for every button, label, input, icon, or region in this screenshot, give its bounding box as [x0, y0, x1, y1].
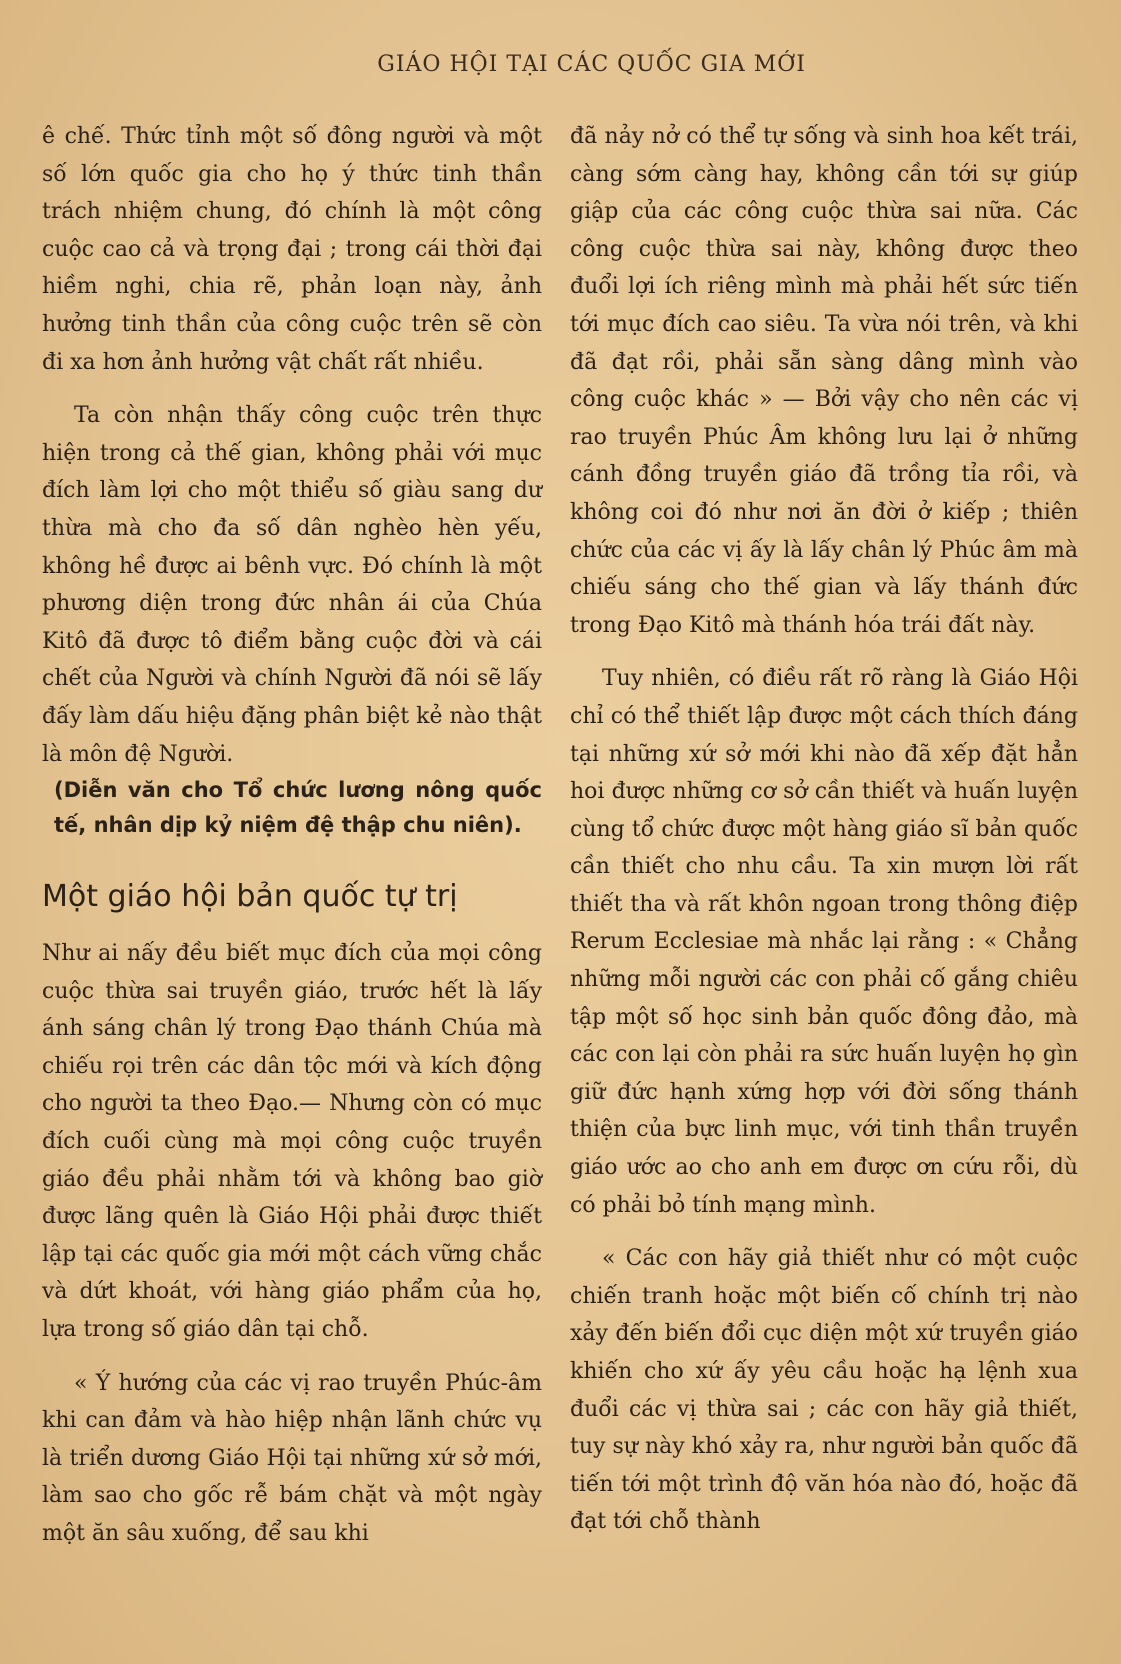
paragraph: « Các con hãy giả thiết như có một cuộc chiến tranh hoặc một biến cố chính trị nào xảy đến biến đổi cục diện một xứ truyền giáo khiến cho xứ ấy yêu cầu hoặc hạ lệnh xua đuổi các vị thừa sai ; các con hãy giả thiết, tuy sự này khó xảy ra, như người bản quốc đã tiến tới một trình độ văn hóa nào đó, hoặc đã đạt tới chỗ thành [570, 1246, 1078, 1535]
paragraph: đã nảy nở có thể tự sống và sinh hoa kết trái, càng sớm càng hay, không cần tới sự giúp giập của các công cuộc thừa sai nữa. Các công cuộc thừa sai này, không được theo đuổi lợi ích riêng mình mà phải hết sức tiến tới mục đích cao siêu. Ta vừa nói trên, và khi đã đạt rồi, phải sẵn sàng dâng mình vào công cuộc khác » — Bởi vậy cho nên các vị rao truyền Phúc Âm không lưu lại ở những cánh đồng truyền giáo đã trồng tỉa rồi, và không coi đó như nơi ăn đời ở kiếp ; thiên chức của các vị ấy là lấy chân lý Phúc âm mà chiếu sáng cho thế gian và lấy thánh đức trong Đạo Kitô mà thánh hóa trái đất này. [570, 124, 1078, 638]
section-heading: Một giáo hội bản quốc tự trị [42, 879, 458, 915]
paragraph: ê chế. Thức tỉnh một số đông người và một số lớn quốc gia cho họ ý thức tinh thần trách nhiệm chung, đó chính là một công cuộc cao cả và trọng đại ; trong cái thời đại hiềm nghi, chia rẽ, phản loạn này, ảnh hưởng tinh thần của công cuộc trên sẽ còn đi xa hơn ảnh hưởng vật chất rất nhiều. [42, 124, 542, 375]
speech-caption: (Diễn văn cho Tổ chức lương nông quốc tế, nhân dịp kỷ niệm đệ thập chu niên). [54, 778, 542, 838]
paragraph: Tuy nhiên, có điều rất rõ ràng là Giáo Hội chỉ có thể thiết lập được một cách thích đáng tại những xứ sở mới khi nào đã xếp đặt hẳn hoi được những cơ sở cần thiết và huấn luyện cùng tổ chức được một hàng giáo sĩ bản quốc cần thiết cho nhu cầu. Ta xin mượn lời rất thiết tha và rất khôn ngoan trong thông điệp Rerum Ecclesiae mà nhắc lại rằng : « Chẳng những mỗi người các con phải cố gắng chiêu tập một số học sinh bản quốc đông đảo, mà các con lại còn phải ra sức huấn luyện họ gìn giữ đức hạnh xứng hợp với đời sống thánh thiện của bực linh mục, với tinh thần truyền giáo ước ao cho anh em được ơn cứu rỗi, dù có phải bỏ tính mạng mình. [570, 666, 1078, 1218]
running-head: GIÁO HỘI TẠI CÁC QUỐC GIA MỚI [377, 52, 806, 77]
left-column [42, 118, 542, 1553]
paragraph: Ta còn nhận thấy công cuộc trên thực hiện trong cả thế gian, không phải với mục đích làm lợi cho một thiểu số giàu sang dư thừa mà cho đa số dân nghèo hèn yếu, không hề được ai bênh vực. Đó chính là một phương diện trong đức nhân ái của Chúa Kitô đã được tô điểm bằng cuộc đời và cái chết của Người và chính Người đã nói sẽ lấy đấy làm dấu hiệu đặng phân biệt kẻ nào thật là môn đệ Người. [42, 403, 542, 767]
paragraph: « Ý hướng của các vị rao truyền Phúc-âm khi can đảm và hào hiệp nhận lãnh chức vụ là triển dương Giáo Hội tại những xứ sở mới, làm sao cho gốc rễ bám chặt và một ngày một ăn sâu xuống, để sau khi [42, 1370, 542, 1546]
right-column [570, 118, 1078, 1541]
paragraph: Như ai nấy đều biết mục đích của mọi công cuộc thừa sai truyền giáo, trước hết là lấy ánh sáng chân lý trong Đạo thánh Chúa mà chiếu rọi trên các dân tộc mới và kích động cho người ta theo Đạo.— Nhưng còn có mục đích cuối cùng mà mọi công cuộc truyền giáo đều phải nhằm tới và không bao giờ được lãng quên là Giáo Hội phải được thiết lập tại các quốc gia mới một cách vững chắc và dứt khoát, với hàng giáo phẩm của họ, lựa trong số giáo dân tại chỗ. [42, 941, 542, 1343]
